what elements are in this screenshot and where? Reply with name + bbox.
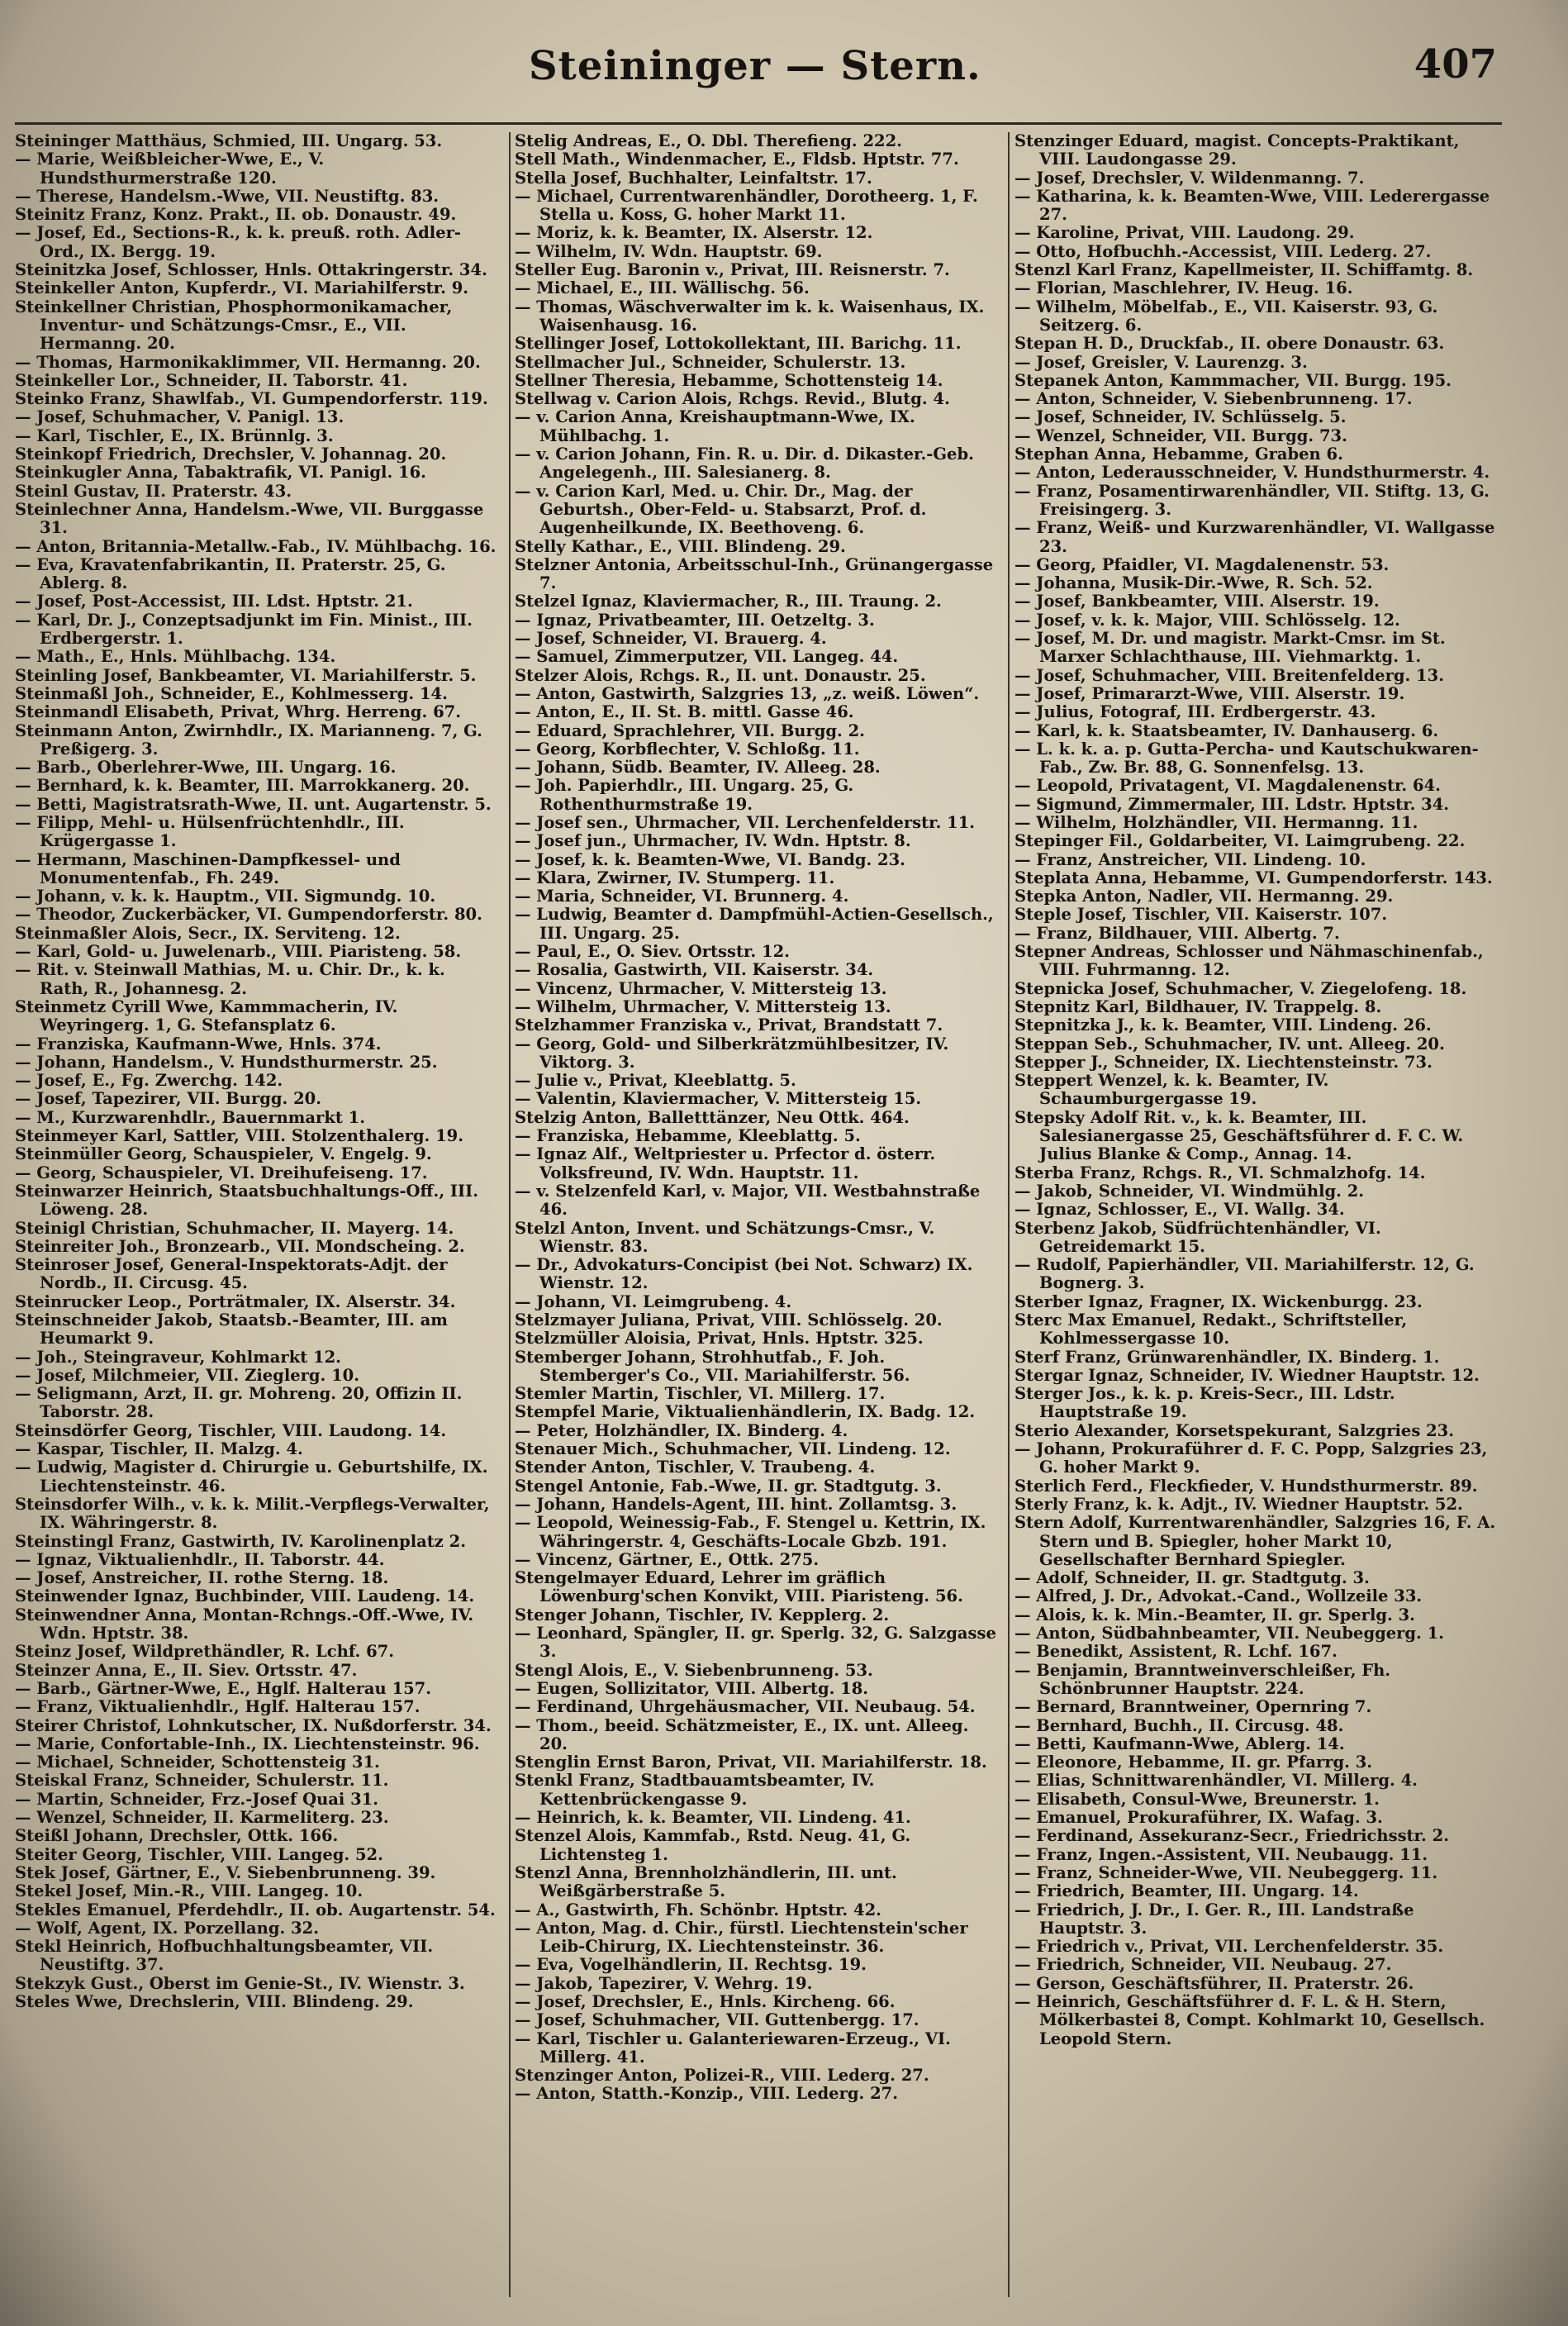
directory-entry: — Josef, Schuhmacher, VIII. Breitenfelderg. 13.	[1014, 665, 1444, 685]
directory-entry: — v. Carion Johann, Fin. R. u. Dir. d. Dikaster.-Geb. Angelegenh., III. Salesianerg. 8.	[515, 445, 974, 483]
directory-entry: — Johann, Prokuraführer d. F. C. Popp, Salzgries 23, G. hoher Markt 9.	[1014, 1439, 1488, 1477]
page-number: 407	[1414, 41, 1497, 88]
directory-entry: — Georg, Pfaidler, VI. Magdalenenstr. 53.	[1014, 554, 1390, 574]
directory-entry: Stelzig Anton, Balletttänzer, Neu Ottk. 464.	[515, 1107, 910, 1127]
directory-entry: Steinsdörfer Georg, Tischler, VIII. Laudong. 14.	[15, 1420, 447, 1440]
directory-entry: Stemler Martin, Tischler, VI. Millerg. 17.	[515, 1384, 886, 1404]
directory-entry: Steinitz Franz, Konz. Prakt., II. ob. Donaustr. 49.	[15, 205, 457, 225]
directory-entry: Steinmeyer Karl, Sattler, VIII. Stolzenthalerg. 19.	[15, 1126, 464, 1146]
directory-entry: — Georg, Schauspieler, VI. Dreihufeiseng. 17.	[15, 1163, 428, 1182]
directory-entry: — Paul, E., O. Siev. Ortsstr. 12.	[515, 942, 790, 962]
directory-entry: Stemberger Johann, Strohhutfab., F. Joh. Stemberger's Co., VII. Mariahilferstr. 56.	[515, 1347, 910, 1385]
directory-entry: Stengel Antonie, Fab.-Wwe, II. gr. Stadtgutg. 3.	[515, 1476, 942, 1496]
directory-entry: Sterlich Ferd., Fleckfieder, V. Hundsthurmerstr. 89.	[1014, 1476, 1478, 1496]
directory-entry: — Michael, Currentwarenhändler, Dorotheerg. 1, F. Stella u. Koss, G. hoher Markt 11.	[515, 186, 978, 225]
directory-entry: Stenauer Mich., Schuhmacher, VII. Lindeng. 12.	[515, 1439, 951, 1459]
directory-entry: — Leopold, Weinessig-Fab., F. Stengel u. Kettrin, IX. Währingerstr. 4, Geschäfts-Locale Gbzb. 191.	[515, 1513, 986, 1551]
directory-entry: — M., Kurzwarenhdlr., Bauernmarkt 1.	[15, 1107, 365, 1127]
directory-entry: Sterber Ignaz, Fragner, IX. Wickenburgg. 23.	[1014, 1291, 1423, 1311]
directory-entry: — Josef, M. Dr. und magistr. Markt-Cmsr. im St. Marxer Schlachthause, III. Viehmarktg. 1.	[1014, 629, 1446, 667]
directory-entry: Stek Josef, Gärtner, E., V. Siebenbrunneng. 39.	[15, 1862, 436, 1882]
directory-entry: Steller Eug. Baronin v., Privat, III. Reisnerstr. 7.	[515, 260, 950, 280]
directory-entry: — Eva, Kravatenfabrikantin, II. Praterstr. 25, G. Ablerg. 8.	[15, 554, 446, 593]
column-divider	[509, 132, 511, 2297]
directory-entry: Sterf Franz, Grünwarenhändler, IX. Binderg. 1.	[1014, 1347, 1440, 1367]
directory-entry: Stellinger Josef, Lottokollektant, III. Barichg. 11.	[515, 334, 962, 354]
directory-entry: — Franz, Weiß- und Kurzwarenhändler, VI. Wallgasse 23.	[1014, 518, 1495, 556]
directory-entry: Steininger Matthäus, Schmied, III. Ungarg. 53.	[15, 132, 443, 150]
directory-columns	[15, 132, 1502, 2297]
directory-entry: Steles Wwe, Drechslerin, VIII. Blindeng. 29.	[15, 1991, 414, 2011]
directory-entry: — Wilhelm, IV. Wdn. Hauptstr. 69.	[515, 241, 823, 261]
directory-entry: — Thom., beeid. Schätzmeister, E., IX. unt. Alleeg. 20.	[515, 1715, 969, 1753]
directory-entry: — v. Carion Karl, Med. u. Chir. Dr., Mag. der Geburtsh., Ober-Feld- u. Stabsarzt, Prof. d. Augenheilkunde, IX. Beethoveng. 6.	[515, 481, 927, 538]
directory-entry: Stepnitz Karl, Bildhauer, IV. Trappelg. 8.	[1014, 997, 1382, 1016]
directory-entry: Steißl Johann, Drechsler, Ottk. 166.	[15, 1826, 339, 1846]
directory-entry: Steinitzka Josef, Schlosser, Hnls. Ottakringerstr. 34.	[15, 260, 487, 280]
running-head: Steininger — Stern.	[529, 43, 981, 89]
directory-entry: — Valentin, Klaviermacher, V. Mittersteig 15.	[515, 1089, 922, 1109]
directory-entry: Stepner Andreas, Schlosser und Nähmaschinenfab., VIII. Fuhrmanng. 12.	[1014, 942, 1484, 980]
directory-entry: — Franz, Bildhauer, VIII. Albertg. 7.	[1014, 923, 1340, 943]
directory-entry: — Anton, Südbahnbeamter, VII. Neubeggerg. 1.	[1014, 1624, 1444, 1643]
directory-entry: — Jakob, Schneider, VI. Windmühlg. 2.	[1014, 1181, 1365, 1201]
directory-entry: — Eleonore, Hebamme, II. gr. Pfarrg. 3.	[1014, 1753, 1373, 1772]
directory-entry: Steiskal Franz, Schneider, Schulerstr. 11.	[15, 1771, 389, 1791]
directory-entry: — Ignaz, Privatbeamter, III. Oetzeltg. 3.	[515, 610, 875, 630]
directory-entry: Steinmüller Georg, Schauspieler, V. Engelg. 9.	[15, 1144, 432, 1164]
directory-entry: — Josef, Schneider, IV. Schlüsselg. 5.	[1014, 407, 1347, 427]
directory-entry: — Ignaz, Schlosser, E., VI. Wallg. 34.	[1014, 1200, 1345, 1220]
directory-entry: — Martin, Schneider, Frz.-Josef Quai 31.	[15, 1789, 378, 1809]
directory-entry: — Wolf, Agent, IX. Porzellang. 32.	[15, 1918, 319, 1938]
directory-entry: Sterly Franz, k. k. Adjt., IV. Wiedner Hauptstr. 52.	[1014, 1494, 1463, 1514]
directory-entry: — Josef, E., Fg. Zwerchg. 142.	[15, 1071, 283, 1091]
directory-entry: — Josef, Schuhmacher, VII. Guttenbergg. 17.	[515, 2010, 919, 2030]
directory-entry: — Karl, k. k. Staatsbeamter, IV. Danhauserg. 6.	[1014, 721, 1439, 740]
directory-entry: — Franziska, Hebamme, Kleeblattg. 5.	[515, 1126, 861, 1146]
directory-entry: Stenzel Alois, Kammfab., Rstd. Neug. 41, G. Lichtensteg 1.	[515, 1826, 911, 1864]
directory-entry: — Friedrich, J. Dr., I. Ger. R., III. Landstraße Hauptstr. 3.	[1014, 1900, 1414, 1938]
directory-entry: Stekzyk Gust., Oberst im Genie-St., IV. Wienstr. 3.	[15, 1973, 465, 1993]
directory-entry: Stellner Theresia, Hebamme, Schottensteig 14.	[515, 370, 943, 390]
directory-entry: — Franz, Schneider-Wwe, VII. Neubeggerg. 11.	[1014, 1862, 1438, 1882]
directory-entry: Steinzer Anna, E., II. Siev. Ortsstr. 47.	[15, 1660, 358, 1680]
directory-entry: — Florian, Maschlehrer, IV. Heug. 16.	[1014, 278, 1353, 298]
directory-entry: — Josef, k. k. Beamten-Wwe, VI. Bandg. 23.	[515, 849, 905, 869]
directory-entry: — Georg, Gold- und Silberkrätzmühlbesitzer, IV. Viktorg. 3.	[515, 1034, 949, 1072]
directory-entry: Steinko Franz, Shawlfab., VI. Gumpendorferstr. 119.	[15, 389, 488, 409]
directory-entry: — Leopold, Privatagent, VI. Magdalenenstr. 64.	[1014, 776, 1441, 796]
directory-entry: — Betti, Kaufmann-Wwe, Ablerg. 14.	[1014, 1734, 1345, 1753]
directory-entry: Sterc Max Emanuel, Redakt., Schriftsteller, Kohlmessergasse 10.	[1014, 1310, 1408, 1349]
directory-entry: — Franz, Posamentirwarenhändler, VII. Stiftg. 13, G. Freisingerg. 3.	[1014, 481, 1490, 519]
directory-entry: — Johanna, Musik-Dir.-Wwe, R. Sch. 52.	[1014, 573, 1373, 593]
directory-entry: — Josef, Milchmeier, VII. Zieglerg. 10.	[15, 1365, 360, 1385]
directory-entry: Sterba Franz, Rchgs. R., VI. Schmalzhofg. 14.	[1014, 1163, 1426, 1182]
directory-entry: Stelzer Alois, Rchgs. R., II. unt. Donaustr. 25.	[515, 665, 926, 685]
directory-entry: — Dr., Advokaturs-Concipist (bei Not. Schwarz) IX. Wienstr. 12.	[515, 1255, 973, 1293]
directory-entry: Stelzhammer Franziska v., Privat, Brandstatt 7.	[515, 1016, 943, 1035]
directory-entry: Stern Adolf, Kurrentwarenhändler, Salzgries 16, F. A. Stern und B. Spiegler, hoher Markt 10, Gesellschafter Bernhard Spiegler.	[1014, 1513, 1496, 1569]
directory-entry: — Anton, Schneider, V. Siebenbrunneng. 17.	[1014, 389, 1413, 409]
directory-entry: — Rit. v. Steinwall Mathias, M. u. Chir. Dr., k. k. Rath, R., Johannesg. 2.	[15, 960, 445, 998]
directory-entry: — Friedrich v., Privat, VII. Lerchenfelderstr. 35.	[1014, 1937, 1444, 1957]
directory-entry: Stelly Kathar., E., VIII. Blindeng. 29.	[515, 536, 846, 556]
directory-entry: Steinlechner Anna, Handelsm.-Wwe, VII. Burggasse 31.	[15, 499, 484, 538]
directory-entry: Steinmaßler Alois, Secr., IX. Serviteng. 12.	[15, 923, 401, 943]
directory-entry: Steinkellner Christian, Phosphormonikamacher, Inventur- und Schätzungs-Cmsr., E., VII. Hermanng. 20.	[15, 297, 453, 354]
directory-entry: — Anton, Statth.-Konzip., VIII. Lederg. 27.	[515, 2084, 898, 2104]
directory-entry: Steirer Christof, Lohnkutscher, IX. Nußdorferstr. 34.	[15, 1715, 492, 1735]
directory-entry: — Josef sen., Uhrmacher, VII. Lerchenfelderstr. 11.	[515, 812, 976, 832]
directory-entry: Steinsdorfer Wilh., v. k. k. Milit.-Verpflegs-Verwalter, IX. Währingerstr. 8.	[15, 1494, 490, 1533]
directory-entry: — Wilhelm, Möbelfab., E., VII. Kaiserstr. 93, G. Seitzerg. 6.	[1014, 297, 1438, 335]
directory-entry: — L. k. k. a. p. Gutta-Percha- und Kautschukwaren-Fab., Zw. Br. 88, G. Sonnenfelsg. 13.	[1014, 739, 1479, 778]
directory-entry: — Karl, Tischler, E., IX. Brünnlg. 3.	[15, 426, 334, 445]
directory-entry: — Michael, E., III. Wällischg. 56.	[515, 278, 810, 298]
directory-entry: Stenzinger Anton, Polizei-R., VIII. Lederg. 27.	[515, 2066, 929, 2086]
directory-entry: — Katharina, k. k. Beamten-Wwe, VIII. Lederergasse 27.	[1014, 186, 1490, 225]
directory-entry: — Thomas, Wäschverwalter im k. k. Waisenhaus, IX. Waisenhausg. 16.	[515, 297, 985, 335]
directory-entry: — Josef, Schneider, VI. Brauerg. 4.	[515, 629, 827, 649]
directory-entry: Stephan Anna, Hebamme, Graben 6.	[1014, 445, 1343, 464]
directory-entry: — Wenzel, Schneider, VII. Burgg. 73.	[1014, 426, 1347, 445]
directory-entry: — Joh., Steingraveur, Kohlmarkt 12.	[15, 1347, 341, 1367]
directory-entry: — Sigmund, Zimmermaler, III. Ldstr. Hptstr. 34.	[1014, 794, 1450, 814]
directory-entry: Steinz Josef, Wildprethändler, R. Lchf. 67.	[15, 1642, 395, 1662]
directory-entry: Stellmacher Jul., Schneider, Schulerstr. 13.	[515, 352, 906, 372]
directory-entry: Stella Josef, Buchhalter, Leinfaltstr. 17.	[515, 168, 872, 188]
directory-entry: — Eva, Vogelhändlerin, II. Rechtsg. 19.	[515, 1955, 867, 1975]
directory-entry: — Michael, Schneider, Schottensteig 31.	[15, 1753, 380, 1772]
directory-entry: — Johann, Handels-Agent, III. hint. Zollamtsg. 3.	[515, 1494, 957, 1514]
directory-entry: — Ignaz Alf., Weltpriester u. Prfector d. österr. Volksfreund, IV. Wdn. Hauptstr. 11.	[515, 1144, 936, 1182]
directory-entry: Steinmetz Cyrill Wwe, Kammmacherin, IV. Weyringerg. 1, G. Stefansplatz 6.	[15, 997, 398, 1035]
directory-entry: — Julie v., Privat, Kleeblattg. 5.	[515, 1071, 796, 1091]
directory-entry: Stenzl Karl Franz, Kapellmeister, II. Schiffamtg. 8.	[1014, 260, 1474, 280]
directory-entry: — Johann, Handelsm., V. Hundsthurmerstr. 25.	[15, 1052, 438, 1072]
directory-entry: Stelzl Anton, Invent. und Schätzungs-Cmsr., V. Wienstr. 83.	[515, 1218, 935, 1256]
directory-entry: Steinkeller Anton, Kupferdr., VI. Mariahilferstr. 9.	[15, 278, 469, 298]
directory-entry: — Julius, Fotograf, III. Erdbergerstr. 43.	[1014, 702, 1376, 722]
directory-entry: — Kaspar, Tischler, II. Malzg. 4.	[15, 1439, 303, 1459]
directory-entry: — Adolf, Schneider, II. gr. Stadtgutg. 3.	[1014, 1568, 1370, 1588]
directory-entry: Sterio Alexander, Korsetspekurant, Salzgries 23.	[1014, 1420, 1455, 1440]
directory-entry: — Moriz, k. k. Beamter, IX. Alserstr. 12.	[515, 223, 873, 243]
directory-entry: Stender Anton, Tischler, V. Traubeng. 4.	[515, 1458, 876, 1477]
directory-entry: Stengelmayer Eduard, Lehrer im gräflich Löwenburg'schen Konvikt, VIII. Piaristeng. 56.	[515, 1568, 963, 1606]
directory-entry: — Elias, Schnittwarenhändler, VI. Millerg. 4.	[1014, 1771, 1418, 1791]
directory-entry: Stelzmüller Aloisia, Privat, Hnls. Hptstr. 325.	[515, 1329, 924, 1349]
column-2	[515, 132, 998, 2297]
directory-entry: — Barb., Gärtner-Wwe, E., Hglf. Halterau 157.	[15, 1678, 432, 1698]
directory-entry: — Josef, Schuhmacher, V. Panigl. 13.	[15, 407, 344, 427]
directory-entry: Stekles Emanuel, Pferdehdlr., II. ob. Augartenstr. 54.	[15, 1900, 496, 1919]
directory-entry: — Josef, Drechsler, E., Hnls. Kircheng. 66.	[515, 1991, 896, 2011]
directory-entry: Stepan H. D., Druckfab., II. obere Donaustr. 63.	[1014, 334, 1445, 354]
directory-entry: — Benjamin, Branntweinverschleißer, Fh. Schönbrunner Hauptstr. 224.	[1014, 1660, 1391, 1698]
directory-entry: — Rudolf, Papierhändler, VII. Mariahilferstr. 12, G. Bognerg. 3.	[1014, 1255, 1475, 1293]
directory-entry: — Karoline, Privat, VIII. Laudong. 29.	[1014, 223, 1355, 243]
directory-entry: Steiter Georg, Tischler, VIII. Langeg. 52.	[15, 1844, 383, 1864]
directory-entry: Sterbenz Jakob, Südfrüchtenhändler, VI. Getreidemarkt 15.	[1014, 1218, 1381, 1256]
directory-entry: Stell Math., Windenmacher, E., Fldsb. Hptstr. 77.	[515, 150, 959, 169]
directory-entry: — Math., E., Hnls. Mühlbachg. 134.	[15, 647, 336, 667]
directory-entry: — Marie, Confortable-Inh., IX. Liechtensteinstr. 96.	[15, 1734, 480, 1753]
directory-entry: Stepinger Fil., Goldarbeiter, VI. Laimgrubeng. 22.	[1014, 831, 1466, 851]
directory-entry: — Friedrich, Schneider, VII. Neubaug. 27.	[1014, 1955, 1392, 1975]
directory-entry: — Ferdinand, Uhrgehäusmacher, VII. Neubaug. 54.	[515, 1697, 976, 1717]
directory-entry: — Franz, Anstreicher, VII. Lindeng. 10.	[1014, 849, 1366, 869]
directory-entry: — Heinrich, Geschäftsführer d. F. L. & H. Stern, Mölkerbastei 8, Compt. Kohlmarkt 10, Gesellsch. Leopold Stern.	[1014, 1991, 1485, 2048]
directory-entry: Steinwendner Anna, Montan-Rchngs.-Off.-Wwe, IV. Wdn. Hptstr. 38.	[15, 1605, 474, 1643]
directory-entry: Steinkeller Lor., Schneider, II. Taborstr. 41.	[15, 370, 408, 390]
directory-entry: Steinigl Christian, Schuhmacher, II. Mayerg. 14.	[15, 1218, 454, 1238]
directory-entry: Stelzel Ignaz, Klaviermacher, R., III. Traung. 2.	[515, 592, 942, 611]
directory-entry: — Wilhelm, Holzhändler, VII. Hermanng. 11.	[1014, 812, 1418, 832]
directory-entry: Stepnitzka J., k. k. Beamter, VIII. Lindeng. 26.	[1014, 1016, 1432, 1035]
directory-entry: — Friedrich, Beamter, III. Ungarg. 14.	[1014, 1881, 1359, 1901]
directory-entry: — Anton, Mag. d. Chir., fürstl. Liechtenstein'scher Leib-Chirurg, IX. Liechtensteinstr. 36.	[515, 1918, 968, 1957]
directory-entry: — v. Stelzenfeld Karl, v. Major, VII. Westbahnstraße 46.	[515, 1181, 981, 1220]
directory-entry: — Betti, Magistratsrath-Wwe, II. unt. Augartenstr. 5.	[15, 794, 492, 814]
directory-entry: — Ferdinand, Assekuranz-Secr., Friedrichsstr. 2.	[1014, 1826, 1449, 1846]
directory-entry: — Karl, Gold- u. Juwelenarb., VIII. Piaristeng. 58.	[15, 942, 462, 962]
directory-entry: Steinrucker Leop., Porträtmaler, IX. Alserstr. 34.	[15, 1291, 456, 1311]
directory-entry: — Thomas, Harmonikaklimmer, VII. Hermanng. 20.	[15, 352, 481, 372]
directory-entry: Stepnicka Josef, Schuhmacher, V. Ziegelofeng. 18.	[1014, 978, 1467, 998]
directory-entry: Stergar Ignaz, Schneider, IV. Wiedner Hauptstr. 12.	[1014, 1365, 1480, 1385]
directory-entry: Steinmann Anton, Zwirnhdlr., IX. Marianneng. 7, G. Preßigerg. 3.	[15, 721, 482, 759]
directory-entry: Sterger Jos., k. k. p. Kreis-Secr., III. Ldstr. Hauptstraße 19.	[1014, 1384, 1395, 1422]
directory-entry: — Franz, Viktualienhdlr., Hglf. Halterau 157.	[15, 1697, 421, 1717]
directory-entry: Stelzner Antonia, Arbeitsschul-Inh., Grünangergasse 7.	[515, 554, 994, 593]
directory-entry: — Maria, Schneider, VI. Brunnerg. 4.	[515, 887, 849, 906]
directory-entry: — v. Carion Anna, Kreishauptmann-Wwe, IX. Mühlbachg. 1.	[515, 407, 915, 445]
directory-entry: Stepsky Adolf Rit. v., k. k. Beamter, III. Salesianergasse 25, Geschäftsführer d. F. C. W. Julius Blanke & Comp., Annag. 14.	[1014, 1107, 1464, 1164]
directory-entry: — Joh. Papierhdlr., III. Ungarg. 25, G. Rothenthurmstraße 19.	[515, 776, 854, 814]
directory-entry: — Karl, Dr. J., Conzeptsadjunkt im Fin. Minist., III. Erdbergerstr. 1.	[15, 610, 473, 649]
directory-entry: — Bernhard, Buchh., II. Circusg. 48.	[1014, 1715, 1344, 1735]
directory-entry: — Josef, Drechsler, V. Wildenmanng. 7.	[1014, 168, 1365, 188]
directory-entry: Stelzmayer Juliana, Privat, VIII. Schlösselg. 20.	[515, 1310, 943, 1329]
directory-entry: — Franziska, Kaufmann-Wwe, Hnls. 374.	[15, 1034, 382, 1054]
directory-entry: — Emanuel, Prokuraführer, IX. Wafag. 3.	[1014, 1808, 1383, 1828]
directory-entry: — Samuel, Zimmerputzer, VII. Langeg. 44.	[515, 647, 899, 667]
directory-entry: — Seligmann, Arzt, II. gr. Mohreng. 20, Offizin II. Taborstr. 28.	[15, 1384, 463, 1422]
directory-entry: Stekl Heinrich, Hofbuchhaltungsbeamter, VII. Neustiftg. 37.	[15, 1937, 434, 1975]
directory-entry: — Vincenz, Uhrmacher, V. Mittersteig 13.	[515, 978, 887, 998]
directory-entry: — Rosalia, Gastwirth, VII. Kaiserstr. 34.	[515, 960, 874, 980]
directory-entry: Steppert Wenzel, k. k. Beamter, IV. Schaumburgergasse 19.	[1014, 1071, 1329, 1109]
directory-entry: — Klara, Zwirner, IV. Stumperg. 11.	[515, 868, 835, 887]
directory-entry: — Peter, Holzhändler, IX. Binderg. 4.	[515, 1420, 848, 1440]
column-1	[15, 132, 498, 2297]
directory-entry: — Eugen, Sollizitator, VIII. Albertg. 18.	[515, 1678, 869, 1698]
directory-entry: — Anton, Britannia-Metallw.-Fab., IV. Mühlbachg. 16.	[15, 536, 497, 556]
directory-entry: Stepanek Anton, Kammmacher, VII. Burgg. 195.	[1014, 370, 1452, 390]
directory-entry: Stenger Johann, Tischler, IV. Kepplerg. 2.	[515, 1605, 890, 1624]
directory-entry: Stepper J., Schneider, IX. Liechtensteinstr. 73.	[1014, 1052, 1433, 1072]
directory-entry: Steinroser Josef, General-Inspektorats-Adjt. der Nordb., II. Circusg. 45.	[15, 1255, 448, 1293]
directory-entry: — Alfred, J. Dr., Advokat.-Cand., Wollzeile 33.	[1014, 1586, 1423, 1606]
directory-entry: — Eduard, Sprachlehrer, VII. Burgg. 2.	[515, 721, 865, 740]
directory-entry: — Barb., Oberlehrer-Wwe, III. Ungarg. 16.	[15, 758, 397, 778]
directory-entry: — Bernhard, k. k. Beamter, III. Marrokkanerg. 20.	[15, 776, 470, 796]
directory-entry: — Josef jun., Uhrmacher, IV. Wdn. Hptstr. 8.	[515, 831, 911, 851]
directory-entry: — Elisabeth, Consul-Wwe, Breunerstr. 1.	[1014, 1789, 1380, 1809]
directory-entry: Stekel Josef, Min.-R., VIII. Langeg. 10.	[15, 1881, 363, 1901]
directory-entry: Steinkopf Friedrich, Drechsler, V. Johannag. 20.	[15, 445, 447, 464]
directory-entry: — Johann, VI. Leimgrubeng. 4.	[515, 1291, 792, 1311]
directory-entry: Steinschneider Jakob, Staatsb.-Beamter, III. am Heumarkt 9.	[15, 1310, 448, 1349]
directory-entry: — Gerson, Geschäftsführer, II. Praterstr. 26.	[1014, 1973, 1414, 1993]
directory-entry: Stenzinger Eduard, magist. Concepts-Praktikant, VIII. Laudongasse 29.	[1014, 132, 1460, 169]
directory-entry: Steplata Anna, Hebamme, VI. Gumpendorferstr. 143.	[1014, 868, 1493, 887]
directory-entry: — Therese, Handelsm.-Wwe, VII. Neustiftg. 83.	[15, 186, 440, 206]
directory-entry: Stempfel Marie, Viktualienhändlerin, IX. Badg. 12.	[515, 1402, 976, 1422]
directory-entry: — Ludwig, Beamter d. Dampfmühl-Actien-Gesellsch., III. Ungarg. 25.	[515, 905, 994, 943]
directory-entry: — Josef, Bankbeamter, VIII. Alserstr. 19.	[1014, 592, 1380, 611]
directory-entry: — A., Gastwirth, Fh. Schönbr. Hptstr. 42.	[515, 1900, 881, 1919]
directory-entry: — Josef, Tapezirer, VII. Burgg. 20.	[15, 1089, 322, 1109]
directory-entry: — Benedikt, Assistent, R. Lchf. 167.	[1014, 1642, 1338, 1662]
directory-entry: — Karl, Tischler u. Galanteriewaren-Erzeug., VI. Millerg. 41.	[515, 2029, 951, 2067]
directory-entry: Steinreiter Joh., Bronzearb., VII. Mondscheing. 2.	[15, 1236, 465, 1256]
directory-entry: — Otto, Hofbuchh.-Accessist, VIII. Lederg. 27.	[1014, 241, 1432, 261]
directory-entry: — Josef, Primararzt-Wwe, VIII. Alserstr. 19.	[1014, 683, 1405, 703]
column-divider	[1008, 132, 1010, 2297]
directory-entry: Steple Josef, Tischler, VII. Kaiserstr. 107.	[1014, 905, 1388, 925]
directory-entry: Steinl Gustav, II. Praterstr. 43.	[15, 481, 292, 501]
directory-entry: — Theodor, Zuckerbäcker, VI. Gumpendorferstr. 80.	[15, 905, 482, 925]
directory-entry: — Josef, Ed., Sections-R., k. k. preuß. roth. Adler-Ord., IX. Bergg. 19.	[15, 223, 461, 261]
directory-entry: — Filipp, Mehl- u. Hülsenfrüchtenhdlr., III. Krügergasse 1.	[15, 812, 405, 851]
directory-entry: Steinstingl Franz, Gastwirth, IV. Karolinenplatz 2.	[15, 1531, 466, 1551]
directory-entry: — Wenzel, Schneider, II. Karmeliterg. 23.	[15, 1808, 389, 1828]
directory-entry: — Ignaz, Viktualienhdlr., II. Taborstr. 44.	[15, 1549, 385, 1569]
directory-entry: — Johann, v. k. k. Hauptm., VII. Sigmundg. 10.	[15, 887, 436, 906]
directory-entry: — Georg, Korbflechter, V. Schloßg. 11.	[515, 739, 860, 759]
directory-entry: — Franz, Ingen.-Assistent, VII. Neubaugg. 11.	[1014, 1844, 1428, 1864]
directory-entry: Steinwender Ignaz, Buchbinder, VIII. Laudeng. 14.	[15, 1586, 475, 1606]
column-3	[1014, 132, 1498, 2297]
directory-entry: Stenglin Ernst Baron, Privat, VII. Mariahilferstr. 18.	[515, 1753, 987, 1772]
directory-entry: — Josef, Greisler, V. Laurenzg. 3.	[1014, 352, 1308, 372]
header-rule	[15, 122, 1502, 125]
directory-entry: — Anton, Lederausschneider, V. Hundsthurmerstr. 4.	[1014, 463, 1490, 483]
directory-entry: Steinmandl Elisabeth, Privat, Whrg. Herreng. 67.	[15, 702, 462, 722]
directory-entry: — Alois, k. k. Min.-Beamter, II. gr. Sperlg. 3.	[1014, 1605, 1415, 1624]
directory-entry: Steinmaßl Joh., Schneider, E., Kohlmesserg. 14.	[15, 683, 448, 703]
directory-entry: — Ludwig, Magister d. Chirurgie u. Geburtshilfe, IX. Liechtensteinstr. 46.	[15, 1458, 488, 1496]
directory-entry: Steinwarzer Heinrich, Staatsbuchhaltungs-Off., III. Löweng. 28.	[15, 1181, 479, 1220]
directory-entry: — Josef, v. k. k. Major, VIII. Schlösselg. 12.	[1014, 610, 1400, 630]
directory-entry: — Anton, E., II. St. B. mittl. Gasse 46.	[515, 702, 854, 722]
directory-entry: — Marie, Weißbleicher-Wwe, E., V. Hundsthurmerstraße 120.	[15, 150, 325, 188]
directory-entry: Steppan Seb., Schuhmacher, IV. unt. Alleeg. 20.	[1014, 1034, 1445, 1054]
directory-entry: — Heinrich, k. k. Beamter, VII. Lindeng. 41.	[515, 1808, 911, 1828]
directory-entry: — Hermann, Maschinen-Dampfkessel- und Monumentenfab., Fh. 249.	[15, 849, 401, 887]
directory-entry: Stengl Alois, E., V. Siebenbrunneng. 53.	[515, 1660, 873, 1680]
directory-entry: Stepka Anton, Nadler, VII. Hermanng. 29.	[1014, 887, 1394, 906]
directory-entry: Steinling Josef, Bankbeamter, VI. Mariahilferstr. 5.	[15, 665, 477, 685]
directory-entry: — Josef, Anstreicher, II. rothe Sterng. 18.	[15, 1568, 389, 1588]
directory-entry: — Leonhard, Spängler, II. gr. Sperlg. 32, G. Salzgasse 3.	[515, 1624, 996, 1662]
directory-entry: — Anton, Gastwirth, Salzgries 13, „z. weiß. Löwen“.	[515, 683, 980, 703]
directory-entry: — Bernard, Branntweiner, Opernring 7.	[1014, 1697, 1372, 1717]
directory-entry: — Johann, Südb. Beamter, IV. Alleeg. 28.	[515, 758, 881, 778]
directory-entry: — Josef, Post-Accessist, III. Ldst. Hptstr. 21.	[15, 592, 413, 611]
directory-entry: Steinkugler Anna, Tabaktrafik, VI. Panigl. 16.	[15, 463, 426, 483]
directory-entry: — Vincenz, Gärtner, E., Ottk. 275.	[515, 1549, 820, 1569]
directory-entry: — Jakob, Tapezirer, V. Wehrg. 19.	[515, 1973, 813, 1993]
directory-entry: Stellwag v. Carion Alois, Rchgs. Revid., Blutg. 4.	[515, 389, 950, 409]
directory-entry: — Wilhelm, Uhrmacher, V. Mittersteig 13.	[515, 997, 891, 1016]
directory-entry: Stenzl Anna, Brennholzhändlerin, III. unt. Weißgärberstraße 5.	[515, 1862, 897, 1901]
directory-entry: Stenkl Franz, Stadtbauamtsbeamter, IV. Kettenbrückengasse 9.	[515, 1771, 875, 1809]
directory-entry: Stelig Andreas, E., O. Dbl. Therefieng. 222.	[515, 132, 902, 150]
